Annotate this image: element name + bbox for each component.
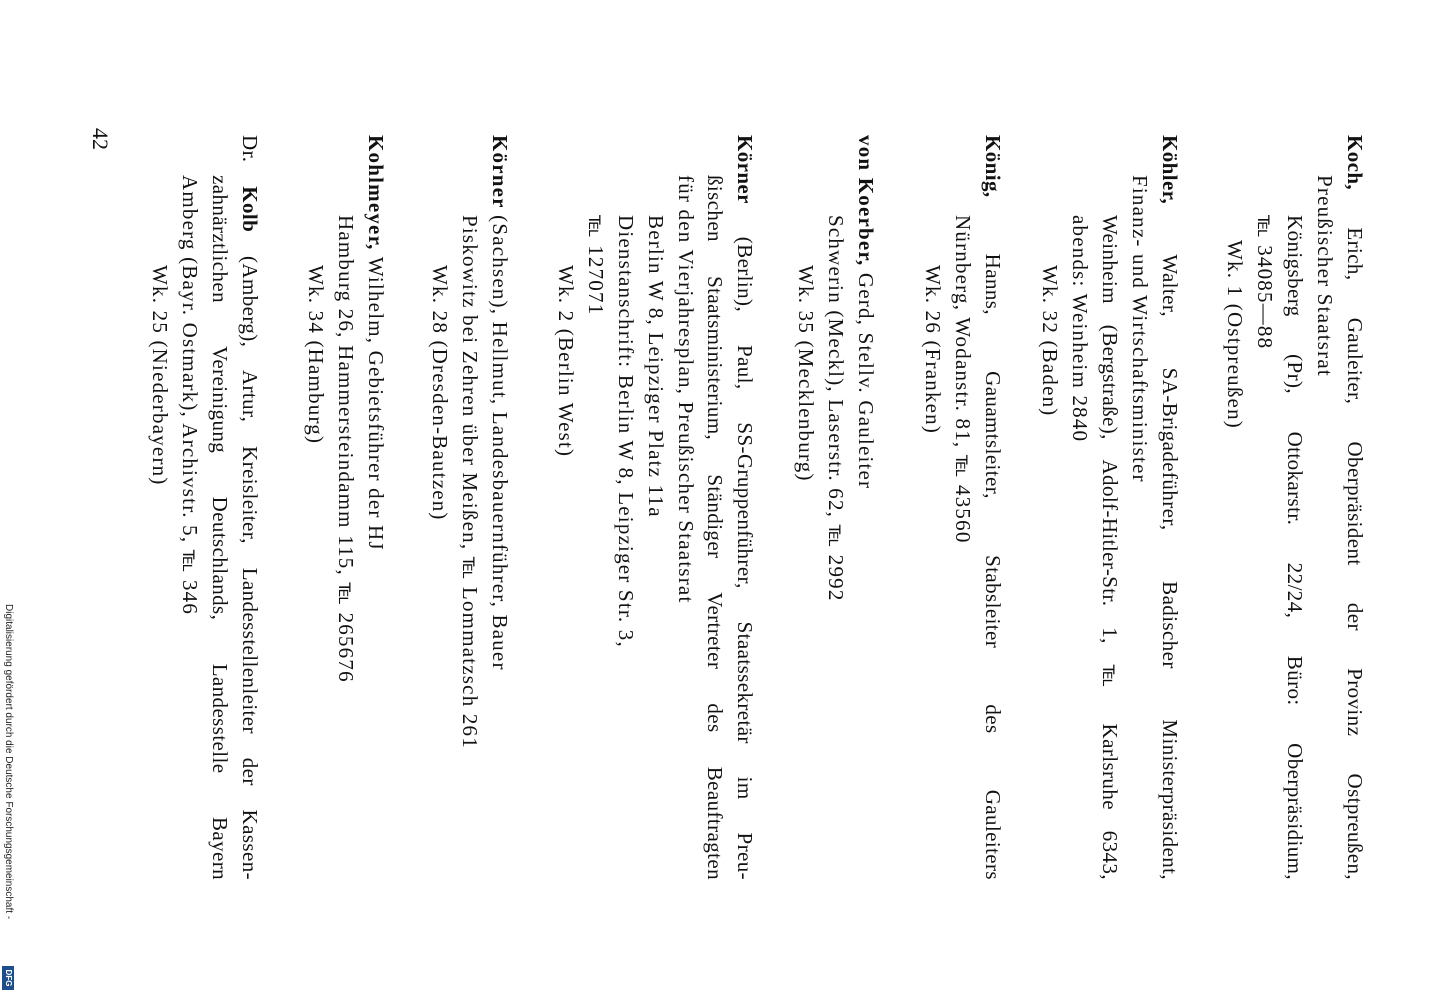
entry-kohlmeyer-district: Wk. 34 (Hamburg) — [304, 265, 328, 445]
entry-koenig-district: Wk. 26 (Franken) — [921, 265, 945, 435]
entry-von-koerber-heading — [851, 135, 881, 489]
entry-von-koerber-district: Wk. 35 (Mecklenburg) — [794, 265, 818, 482]
entry-von-koerber-address: Schwerin (Meckl), Laserstr. 62, ℡ 2992 — [824, 215, 848, 602]
entry-koehler-heading — [1155, 135, 1185, 880]
entry-name: Körner — [733, 135, 757, 204]
entry-kohlmeyer-address: Hamburg 26, Hammersteindamm 115, ℡ 265676 — [334, 215, 358, 683]
entry-name: Körner — [488, 135, 512, 209]
entry-name: Koch, — [1343, 135, 1367, 191]
entry-name: Kohlmeyer, — [364, 135, 388, 251]
entry-title-prefix: Dr. — [238, 135, 262, 163]
entry-name: von Koerber, — [854, 135, 878, 267]
entry-heading-text: Gerd, Stellv. Gauleiter — [854, 272, 878, 490]
entry-koerner-berlin-phone: ℡ 127071 — [584, 215, 608, 316]
entry-koerner-berlin-office-address: Dienstanschrift: Berlin W 8, Leipziger Str. 3, — [614, 215, 638, 648]
entry-heading-text: Hanns, Gauamtsleiter, Stabsleiter des Gauleiters — [981, 253, 1005, 880]
entry-koerner-sachsen-address: Piskowitz bei Zehren über Meißen, ℡ Lommatzsch 261 — [458, 215, 482, 749]
entry-kolb-address: Amberg (Bayr. Ostmark), Archivstr. 5, ℡ 346 — [178, 175, 202, 616]
entry-heading-text: (Amberg), Artur, Kreisleiter, Landesstellenleiter der Kassen- — [238, 256, 262, 880]
entry-koerner-berlin-line: für den Vierjahresplan, Preußischer Staatsrat — [674, 175, 698, 604]
entry-kolb-line: zahnärztlichen Vereinigung Deutschlands, Landesstelle Bayern — [208, 175, 232, 880]
entry-koch-phone: ℡ 34085—88 — [1253, 215, 1277, 350]
entry-name: König, — [981, 135, 1005, 198]
entry-koehler-phone-evening: abends: Weinheim 2840 — [1068, 215, 1092, 443]
entry-koenig-address: Nürnberg, Wodanstr. 81, ℡ 43560 — [951, 215, 975, 544]
entry-kolb-district: Wk. 25 (Niederbayern) — [148, 265, 172, 486]
entry-koenig-heading — [978, 135, 1008, 880]
entry-heading-text: Erich, Gauleiter, Oberpräsident der Provinz Ostpreußen, — [1343, 227, 1367, 880]
entry-heading-text: Wilhelm, Gebietsführer der HJ — [364, 256, 388, 551]
entry-koch-line: Preußischer Staatsrat — [1313, 175, 1337, 377]
entry-koch-address: Königsberg (Pr), Ottokarstr. 22/24, Büro: Oberpräsidium, — [1283, 215, 1307, 880]
entry-koerner-sachsen-heading — [485, 135, 515, 671]
digitization-credit: Digitalisierung gefördert durch die Deutsche Forschungsgemeinschaft - — [3, 604, 14, 920]
entry-koehler-district: Wk. 32 (Baden) — [1038, 265, 1062, 417]
page-number: 42 — [88, 128, 113, 150]
dfg-logo: DFG — [2, 966, 14, 990]
entry-heading-text: (Sachsen), Hellmut, Landesbauernführer, Bauer — [488, 215, 512, 671]
entry-kohlmeyer-heading — [361, 135, 391, 551]
entry-koch-heading — [1340, 135, 1370, 880]
entry-koerner-sachsen-district: Wk. 28 (Dresden-Bautzen) — [428, 265, 452, 521]
entry-koehler-address: Weinheim (Bergstraße), Adolf-Hitler-Str. 1, ℡ Karlsruhe 6343, — [1098, 215, 1122, 880]
entry-koerner-berlin-address: Berlin W 8, Leipziger Platz 11a — [644, 215, 668, 518]
entry-koch-district: Wk. 1 (Ostpreußen) — [1223, 240, 1247, 429]
entry-koerner-berlin-heading — [730, 135, 760, 880]
entry-heading-text: Walter, SA-Brigadeführer, Badischer Ministerpräsident, — [1158, 254, 1182, 880]
entry-heading-text: (Berlin), Paul, SS-Gruppenführer, Staatssekretär im Preu- — [733, 236, 757, 880]
entry-name: Köhler, — [1158, 135, 1182, 205]
entry-kolb-heading — [235, 135, 265, 880]
entry-koerner-berlin-district: Wk. 2 (Berlin West) — [554, 265, 578, 458]
entry-koehler-line: Finanz- und Wirtschaftsminister — [1128, 175, 1152, 483]
entry-koerner-berlin-line: ßischen Staatsministerium, Ständiger Vertreter des Beauftragten — [703, 175, 727, 880]
entry-name: Kolb — [238, 186, 262, 233]
